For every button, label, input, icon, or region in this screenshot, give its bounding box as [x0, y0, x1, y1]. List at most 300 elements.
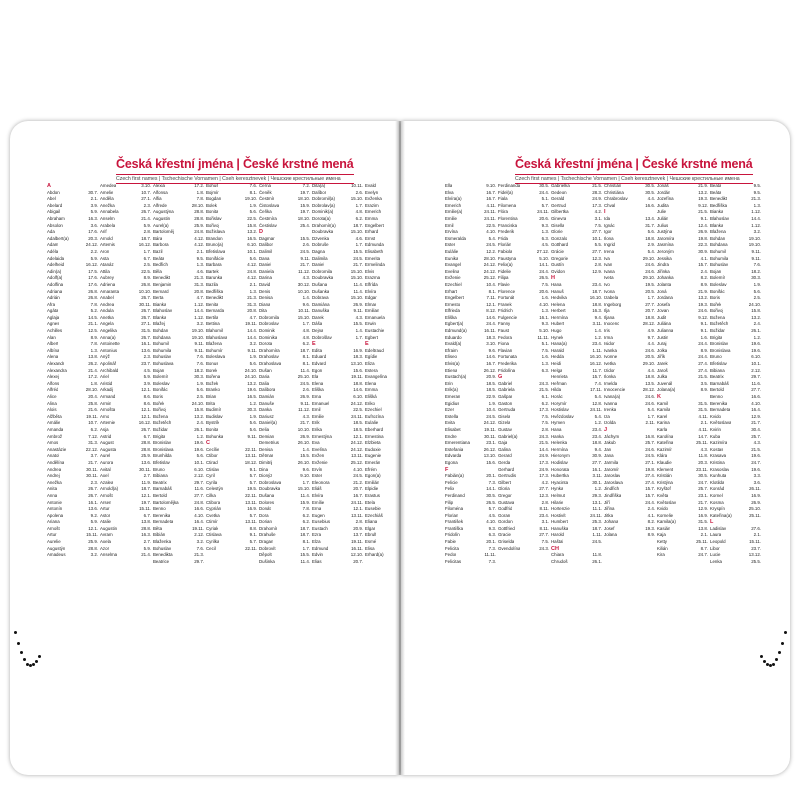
name-day-date: 6.3.: [541, 235, 549, 241]
name-day-date: 1.9.: [753, 281, 761, 287]
name-day-date: 20.4.: [88, 394, 98, 399]
name-text: Augustýn: [47, 545, 66, 551]
name-day-date: 25.10.: [297, 374, 310, 380]
name-day-date: 8.2.: [647, 519, 655, 525]
name-entry: [551, 315, 602, 322]
name-text: Dušanka: [312, 288, 330, 294]
name-day-date: 19.11.: [351, 539, 363, 545]
name-day-date: 12.1.: [141, 387, 151, 393]
name-text: Edgar: [365, 295, 377, 301]
name-entry: [604, 480, 655, 487]
name-day-date: 16.9.: [751, 492, 761, 498]
name-entry: [206, 302, 257, 309]
name-text: Eduardo: [445, 334, 462, 340]
name-text: Eustachie: [365, 328, 385, 334]
name-text: Estella: [445, 413, 459, 419]
name-entry: [100, 262, 151, 269]
decorative-dot: [784, 631, 787, 634]
name-day-date: 12.3.: [539, 492, 549, 498]
name-text: Kasián: [657, 525, 671, 531]
name-entry: [47, 302, 98, 309]
name-text: Eva: [312, 440, 320, 446]
name-day-date: 20.3.: [698, 459, 708, 465]
name-text: Bořek: [153, 400, 165, 406]
name-entry: [259, 361, 310, 368]
name-day-date: 29.7.: [751, 374, 761, 380]
name-day-date: 11.8.: [592, 552, 602, 558]
name-day-date: 4.3.: [753, 440, 761, 446]
name-entry: [259, 368, 310, 375]
name-text: Bronislava: [710, 347, 731, 353]
name-entry: [206, 532, 257, 539]
name-day-date: 19.10.: [191, 328, 204, 334]
name-text: Gerald: [551, 196, 565, 202]
name-text: Engelbert: [365, 222, 384, 228]
name-day-date: 18.3.: [486, 334, 496, 340]
name-day-date: 1.4.: [302, 295, 310, 301]
decorative-dot: [38, 655, 41, 658]
name-text: Emilie(a): [445, 209, 463, 215]
name-text: Beatrix: [153, 479, 167, 485]
name-text: Hynek: [551, 334, 564, 340]
name-text: Božetěch: [153, 420, 172, 426]
name-day-date: 24.12.: [350, 400, 363, 406]
name-entry: [312, 328, 363, 335]
name-text: Alfréd: [47, 387, 59, 393]
name-text: Evžen: [312, 453, 325, 459]
name-text: Krasoslav: [710, 466, 730, 472]
name-text: Gertrudis: [498, 473, 517, 479]
name-entry: [312, 229, 363, 236]
name-entry: [259, 190, 310, 197]
name-text: Apolinář: [100, 361, 117, 367]
name-day-date: 19.10.: [748, 242, 761, 248]
name-entry: [206, 354, 257, 361]
name-text: Ezechiel: [365, 407, 382, 413]
name-entry: [100, 216, 151, 223]
name-day-date: 3.10.: [486, 341, 496, 347]
name-day-date: 19.11.: [192, 525, 204, 531]
name-entry: [100, 539, 151, 546]
name-day-date: 3.2.: [249, 341, 257, 347]
name-entry: [259, 196, 310, 203]
name-entry: [259, 480, 310, 487]
name-text: Bronislav: [710, 341, 729, 347]
name-text: Cvetka: [206, 512, 220, 518]
name-day-date: 10.7.: [88, 420, 98, 426]
name-text: Hymen: [551, 420, 565, 426]
name-text: Ivana(a): [604, 394, 621, 399]
name-entry: [604, 420, 655, 427]
name-text: Bořislav: [206, 215, 222, 221]
name-day-date: 8.9.: [700, 387, 708, 393]
name-column: [710, 183, 761, 565]
name-day-date: 28.8.: [194, 209, 204, 215]
name-text: Kateřina: [657, 440, 674, 446]
name-day-date: 18.3.: [353, 354, 363, 360]
name-entry: [312, 387, 363, 394]
name-day-date: 18.5.: [353, 426, 363, 432]
name-day-date: 13.6.: [88, 506, 98, 512]
name-day-date: 14.1.: [486, 486, 496, 492]
name-entry: [100, 328, 151, 335]
name-day-date: 12.5.: [88, 328, 98, 334]
name-text: Egona: [445, 459, 458, 465]
name-column: [657, 183, 708, 565]
name-text: Angelika: [100, 328, 117, 334]
name-text: Hilarie: [551, 499, 564, 505]
name-text: Jonáš: [657, 183, 669, 188]
name-column: [604, 183, 655, 565]
name-entry: [445, 229, 496, 236]
name-text: Ivan: [604, 262, 613, 268]
name-entry: [100, 321, 151, 328]
name-day-date: 24.3.: [539, 545, 549, 551]
name-text: Fridolín: [445, 532, 460, 538]
name-text: Dobroslava: [259, 479, 282, 485]
name-entry: [47, 519, 98, 526]
name-day-date: 30.5.: [698, 473, 708, 479]
name-entry: [259, 427, 310, 434]
name-text: Chrabroslav: [604, 196, 628, 202]
name-day-date: 28.8.: [194, 215, 204, 221]
name-text: Dáša: [312, 321, 323, 327]
name-text: Florentina: [498, 215, 518, 221]
name-day-date: 26.10.: [297, 459, 310, 465]
name-day-date: 10.10.: [297, 426, 310, 432]
name-entry: [47, 532, 98, 539]
name-entry: [710, 203, 761, 210]
name-day-date: 12.9.: [592, 268, 602, 274]
name-text: Božena: [710, 314, 725, 320]
name-entry: [206, 467, 257, 474]
name-entry: [206, 407, 257, 414]
name-entry: [657, 216, 708, 223]
name-day-date: 3.1.: [594, 215, 602, 221]
name-text: Benedikt: [710, 196, 728, 202]
name-day-date: 15.9.: [300, 499, 310, 505]
name-day-date: 18.2.: [194, 367, 204, 373]
name-text: Cyril: [206, 473, 215, 479]
name-entry: [710, 275, 761, 282]
name-day-date: 4.1.: [700, 255, 708, 261]
name-day-date: 11.1.: [592, 506, 602, 512]
name-day-date: 30.7.: [88, 189, 98, 195]
name-entry: [47, 269, 98, 276]
name-day-date: 7.6.: [249, 183, 257, 188]
name-day-date: 1.7.: [143, 248, 151, 254]
name-text: Ervín: [312, 466, 323, 472]
name-text: Hyacinta: [551, 479, 569, 485]
section-letter: A: [47, 183, 51, 189]
name-text: Bibiana: [710, 367, 725, 373]
name-text: Bonita: [206, 426, 219, 432]
name-day-date: 20.9.: [353, 525, 363, 531]
name-day-date: 30.9.: [592, 453, 602, 459]
name-day-date: 21.4.: [88, 367, 98, 373]
name-entry: [604, 183, 655, 190]
name-text: Kosma: [710, 499, 724, 505]
name-entry: [710, 480, 761, 487]
name-entry: [657, 269, 708, 276]
name-entry: [312, 526, 363, 533]
name-entry: [551, 480, 602, 487]
name-day-date: 15.6.: [353, 367, 363, 373]
name-entry: [312, 242, 363, 249]
name-text: Gracie: [498, 532, 511, 538]
name-text: Čestmíra: [259, 215, 277, 221]
name-text: Florian: [445, 512, 459, 518]
name-text: Elisa: [365, 545, 375, 551]
name-day-date: 24.6.: [645, 394, 655, 399]
name-text: Hostivít: [551, 512, 566, 518]
name-entry: [604, 308, 655, 315]
name-day-date: 27.7.: [539, 486, 549, 492]
name-text: Blanka: [153, 314, 167, 320]
name-entry: [206, 493, 257, 500]
name-day-date: 16.5.: [247, 235, 257, 241]
name-text: Iveta: [604, 275, 614, 281]
name-day-date: 18.8.: [645, 235, 655, 241]
name-entry: [153, 223, 204, 230]
name-text: Eugenie: [365, 453, 382, 459]
name-day-date: 2.7.: [143, 539, 151, 545]
name-entry: [100, 315, 151, 322]
name-text: Harold: [551, 532, 564, 538]
name-text: Aurel(a): [153, 222, 169, 228]
name-entry: [100, 546, 151, 553]
name-day-date: 16.1.: [592, 466, 602, 472]
name-text: Attila: [100, 268, 110, 274]
name-entry: [312, 236, 363, 243]
name-day-date: 1.3.: [249, 288, 257, 294]
name-entry: [445, 513, 496, 520]
name-entry: [153, 500, 204, 507]
name-entry: [551, 295, 602, 302]
name-day-date: 12.1.: [353, 433, 363, 439]
name-entry: [153, 196, 204, 203]
name-text: Barbora: [153, 242, 169, 248]
name-text: Amálie: [47, 420, 61, 426]
name-entry: [657, 282, 708, 289]
name-day-date: 9.1.: [700, 215, 708, 221]
name-day-date: 16.5.: [247, 394, 257, 399]
name-text: Kuba: [710, 433, 721, 439]
name-entry: [604, 407, 655, 414]
name-day-date: 28.8.: [141, 440, 151, 446]
name-text: Erazma: [365, 275, 381, 281]
name-text: Fortunata: [498, 354, 517, 360]
name-day-date: 30.11.: [86, 466, 98, 472]
name-day-date: 25.7.: [698, 486, 708, 492]
name-text: Evženka: [365, 196, 382, 202]
name-entry: [657, 427, 708, 434]
name-day-date: 24.11.: [351, 499, 363, 505]
name-text: Franek: [498, 301, 512, 307]
name-entry: [657, 361, 708, 368]
name-text: Jana: [604, 453, 614, 459]
name-entry: [604, 354, 655, 361]
name-text: Bořek: [710, 301, 722, 307]
name-entry: [312, 401, 363, 408]
name-day-date: 28.3.: [592, 189, 602, 195]
name-day-date: 13.2.: [698, 295, 708, 301]
name-entry: [47, 480, 98, 487]
name-text: Anna(a): [100, 334, 116, 340]
name-day-date: 30.4.: [751, 426, 761, 432]
name-text: Abdon: [47, 189, 60, 195]
name-text: Jovan: [657, 308, 669, 314]
name-entry: [259, 440, 310, 447]
name-entry: [445, 295, 496, 302]
name-text: Jaromíra: [657, 235, 675, 241]
name-entry: [445, 559, 496, 566]
name-entry: [47, 315, 98, 322]
name-day-date: 27.4.: [698, 361, 708, 367]
name-day-date: 25.7.: [645, 440, 655, 446]
name-day-date: 9.11.: [300, 255, 310, 261]
name-entry: [100, 401, 151, 408]
name-entry: [153, 546, 204, 553]
name-day-date: 22.3.: [698, 242, 708, 248]
name-entry: [551, 374, 602, 381]
name-text: Felicitas: [445, 558, 462, 564]
name-entry: [100, 526, 151, 533]
name-entry: [206, 539, 257, 546]
name-day-date: 8.1.: [302, 354, 310, 360]
name-text: Josefa: [657, 301, 670, 307]
name-entry: [498, 229, 549, 236]
name-entry: [445, 183, 496, 190]
name-entry: [657, 493, 708, 500]
name-day-date: 22.5.: [141, 268, 151, 274]
name-day-date: 18.5.: [486, 387, 496, 393]
name-text: Eufrozína: [365, 413, 384, 419]
name-text: Florián: [498, 242, 512, 248]
name-entry: [206, 242, 257, 249]
name-entry: [551, 434, 602, 441]
name-entry: [47, 467, 98, 474]
name-entry: [445, 203, 496, 210]
left-name-columns: [47, 183, 418, 565]
name-day-date: 1.7.: [647, 413, 655, 419]
name-text: Astrid: [100, 433, 112, 439]
name-text: Leopold: [710, 539, 726, 545]
name-day-date: 14.4.: [247, 328, 257, 334]
name-entry: [259, 328, 310, 335]
name-text: Julianna: [657, 328, 674, 334]
decorative-dot: [32, 663, 35, 666]
name-entry: [259, 513, 310, 520]
name-text: Ivo: [604, 281, 610, 287]
name-day-date: 6.2.: [541, 400, 549, 406]
name-day-date: 2.1.: [700, 532, 708, 538]
name-text: Celestýn: [206, 486, 224, 492]
name-day-date: 22.11.: [245, 446, 257, 452]
right-page-title: Česká křestní jména | České krstné mená: [515, 157, 753, 171]
name-day-date: 23.4.: [592, 426, 602, 432]
name-text: Benedikta: [153, 552, 173, 558]
name-day-date: 26.9.: [300, 433, 310, 439]
name-day-date: 19.6.: [751, 466, 761, 472]
name-entry: [100, 203, 151, 210]
name-text: Jarmila: [604, 459, 619, 465]
name-day-date: 24.4.: [486, 321, 496, 327]
name-entry: [710, 394, 761, 401]
name-day-date: 18.10.: [297, 196, 310, 202]
name-text: Bohuš: [206, 183, 219, 188]
name-entry: [551, 387, 602, 394]
name-text: Flavie: [498, 281, 510, 287]
name-day-date: 4.10.: [194, 512, 204, 518]
name-text: Ivana: [604, 268, 615, 274]
name-entry: [657, 480, 708, 487]
name-entry: [604, 203, 655, 210]
name-day-date: 3.5.: [700, 380, 708, 386]
name-entry: [47, 387, 98, 394]
name-day-date: 12.1.: [141, 407, 151, 413]
name-day-date: 1.7.: [647, 295, 655, 301]
name-day-date: 12.3.: [592, 255, 602, 261]
name-text: Eliana: [365, 519, 378, 525]
name-entry: [657, 203, 708, 210]
name-day-date: 3.2.: [753, 229, 761, 235]
name-day-date: 20.6.: [539, 215, 549, 221]
name-entry: [604, 242, 655, 249]
name-text: Alfrede: [153, 202, 167, 208]
name-text: Blanka: [710, 222, 724, 228]
left-page-title: Česká křestní jména | České krstné mená: [116, 157, 354, 171]
name-day-date: 9.6.: [488, 347, 496, 353]
name-column: [551, 183, 602, 565]
name-day-date: 31.3.: [194, 281, 204, 287]
name-text: Beatrice: [153, 558, 170, 564]
name-text: Evelina: [445, 268, 460, 274]
name-entry: [657, 440, 708, 447]
name-entry: [604, 467, 655, 474]
name-entry: [312, 394, 363, 401]
name-text: Frederik: [498, 229, 515, 235]
name-entry: [604, 348, 655, 355]
name-entry: [551, 256, 602, 263]
name-day-date: 29.7.: [194, 558, 204, 564]
name-day-date: 4.10.: [486, 519, 496, 525]
name-day-date: 27.4.: [645, 473, 655, 479]
name-day-date: 21.3.: [194, 275, 204, 281]
name-day-date: 30.3.: [751, 275, 761, 281]
name-entry: [498, 236, 549, 243]
name-day-date: 25.4.: [300, 222, 310, 228]
name-entry: [551, 539, 602, 546]
name-day-date: 20.1.: [486, 473, 496, 479]
name-entry: [100, 335, 151, 342]
name-day-date: 18.7.: [592, 525, 602, 531]
name-entry: [445, 387, 496, 394]
name-text: Květa: [657, 492, 669, 498]
name-day-date: 14.7.: [698, 433, 708, 439]
name-entry: [604, 368, 655, 375]
name-day-date: 9.12.: [698, 202, 708, 208]
name-entry: [206, 190, 257, 197]
name-text: Ester: [312, 473, 323, 479]
name-text: Blažej: [153, 321, 165, 327]
name-entry: [445, 447, 496, 454]
name-day-date: 24.5.: [486, 242, 496, 248]
name-text: Jakub: [604, 440, 616, 446]
name-entry: [153, 256, 204, 263]
name-text: Hugo: [551, 328, 562, 334]
name-text: Drahoslava: [259, 361, 282, 367]
